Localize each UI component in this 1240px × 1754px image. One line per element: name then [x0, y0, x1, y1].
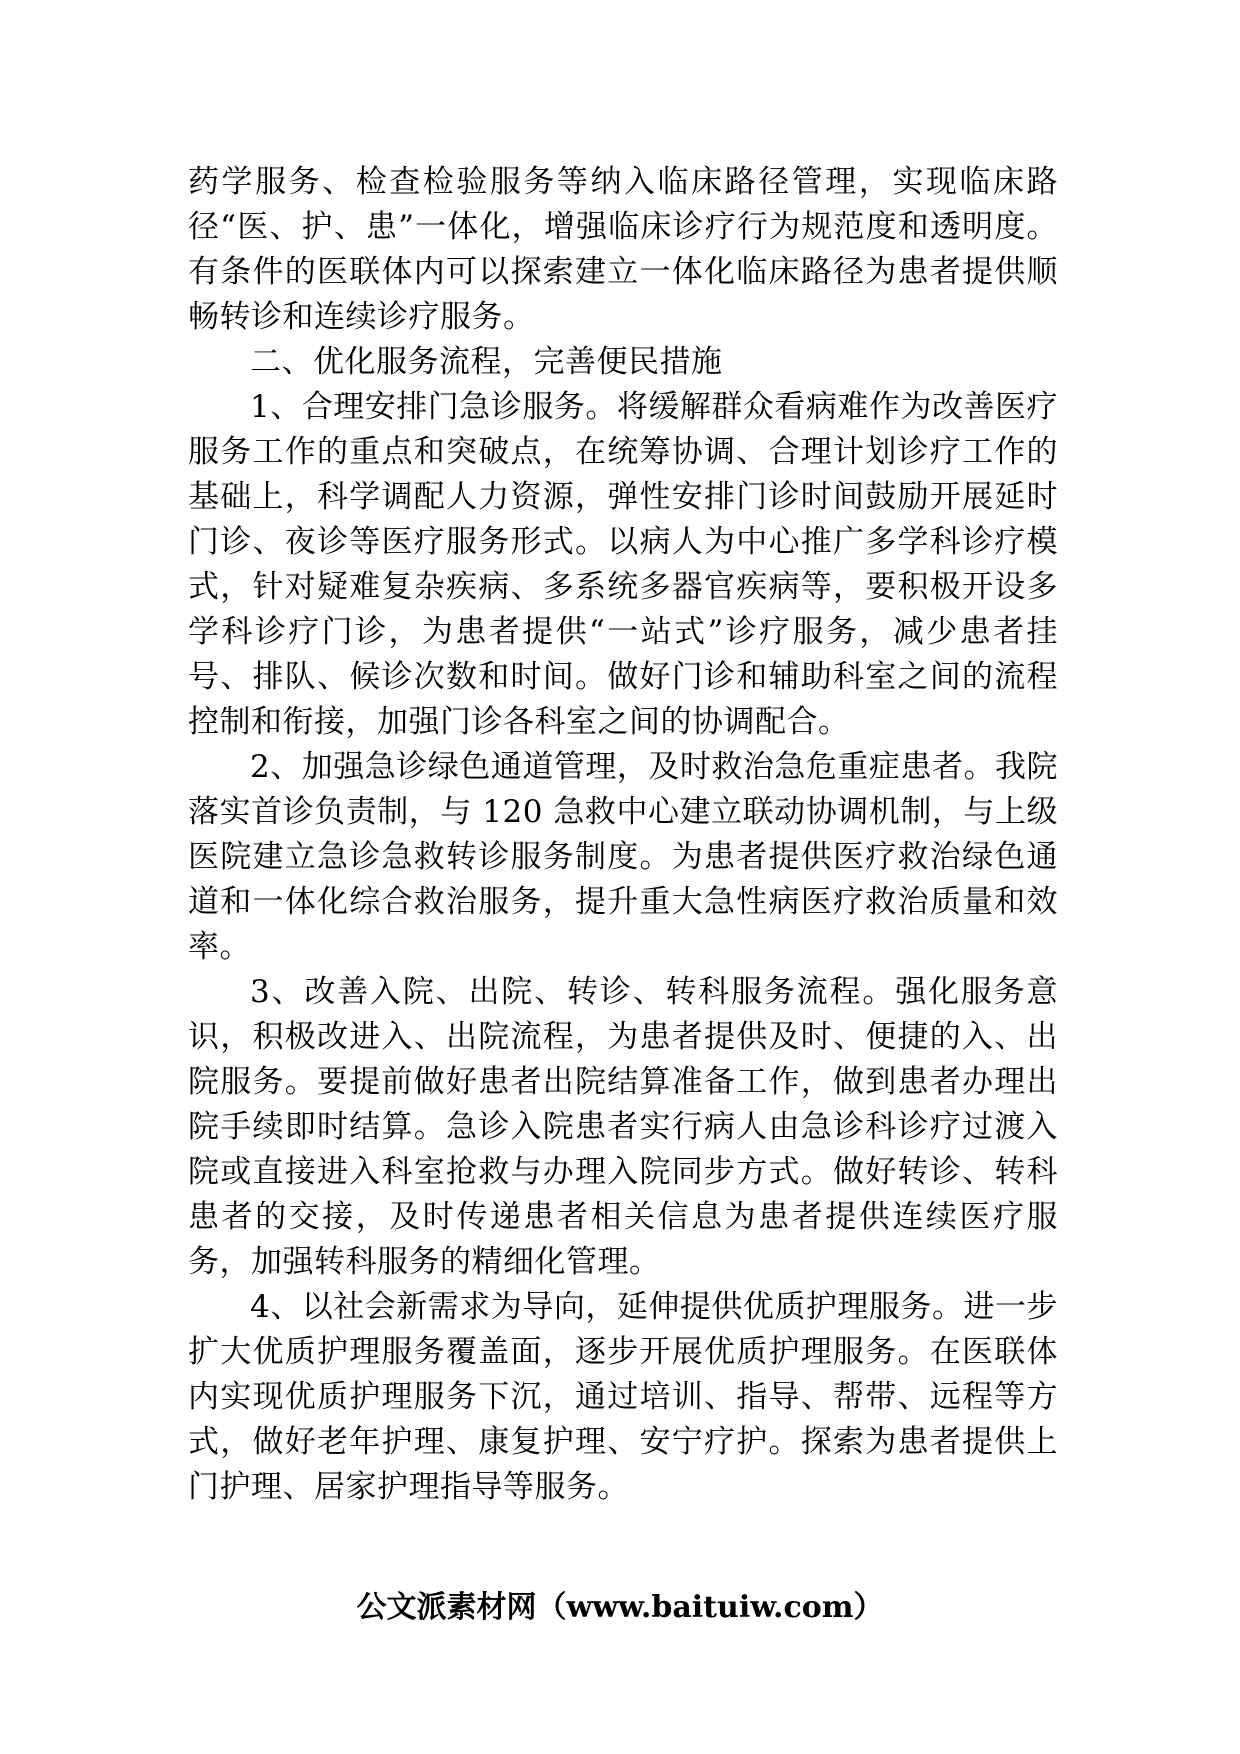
paragraph-continuation: 药学服务、检查检验服务等纳入临床路径管理，实现临床路径“医、护、患”一体化，增强临床诊疗行为规范度和透明度。有条件的医联体内可以探索建立一体化临床路径为患者提供顺畅转诊和连续诊疗服务。: [188, 164, 1058, 335]
paragraph-item-2: 2、加强急诊绿色通道管理，及时救治急危重症患者。我院落实首诊负责制，与 120 急救中心建立联动协调机制，与上级医院建立急诊急救转诊服务制度。为患者提供医疗救治绿色通道和一体化综合救治服务，提升重大急性病医疗救治质量和效率。: [188, 749, 1058, 965]
paragraph-item-3: 3、改善入院、出院、转诊、转科服务流程。强化服务意识，积极改进入、出院流程，为患者提供及时、便捷的入、出院服务。要提前做好患者出院结算准备工作，做到患者办理出院手续即时结算。急诊入院患者实行病人由急诊科诊疗过渡入院或直接进入科室抢救与办理入院同步方式。做好转诊、转科患者的交接，及时传递患者相关信息为患者提供连续医疗服务，加强转科服务的精细化管理。: [188, 974, 1058, 1280]
paragraph-item-1: 1、合理安排门急诊服务。将缓解群众看病难作为改善医疗服务工作的重点和突破点，在统筹协调、合理计划诊疗工作的基础上，科学调配人力资源，弹性安排门诊时间鼓励开展延时门诊、夜诊等医疗服务形式。以病人为中心推广多学科诊疗模式，针对疑难复杂疾病、多系统多器官疾病等，要积极开设多学科诊疗门诊，为患者提供“一站式”诊疗服务，减少患者挂号、排队、候诊次数和时间。做好门诊和辅助科室之间的流程控制和衔接，加强门诊各科室之间的协调配合。: [188, 389, 1058, 740]
document-body: [188, 160, 1058, 1510]
paragraph-item-4: 4、以社会新需求为导向，延伸提供优质护理服务。进一步扩大优质护理服务覆盖面，逐步开展优质护理服务。在医联体内实现优质护理服务下沉，通过培训、指导、帮带、远程等方式，做好老年护理、康复护理、安宁疗护。探索为患者提供上门护理、居家护理指导等服务。: [188, 1289, 1058, 1505]
footer-source: 公文派素材网（www.baituiw.com）: [356, 1590, 884, 1625]
section-heading: 二、优化服务流程，完善便民措施: [250, 344, 723, 380]
